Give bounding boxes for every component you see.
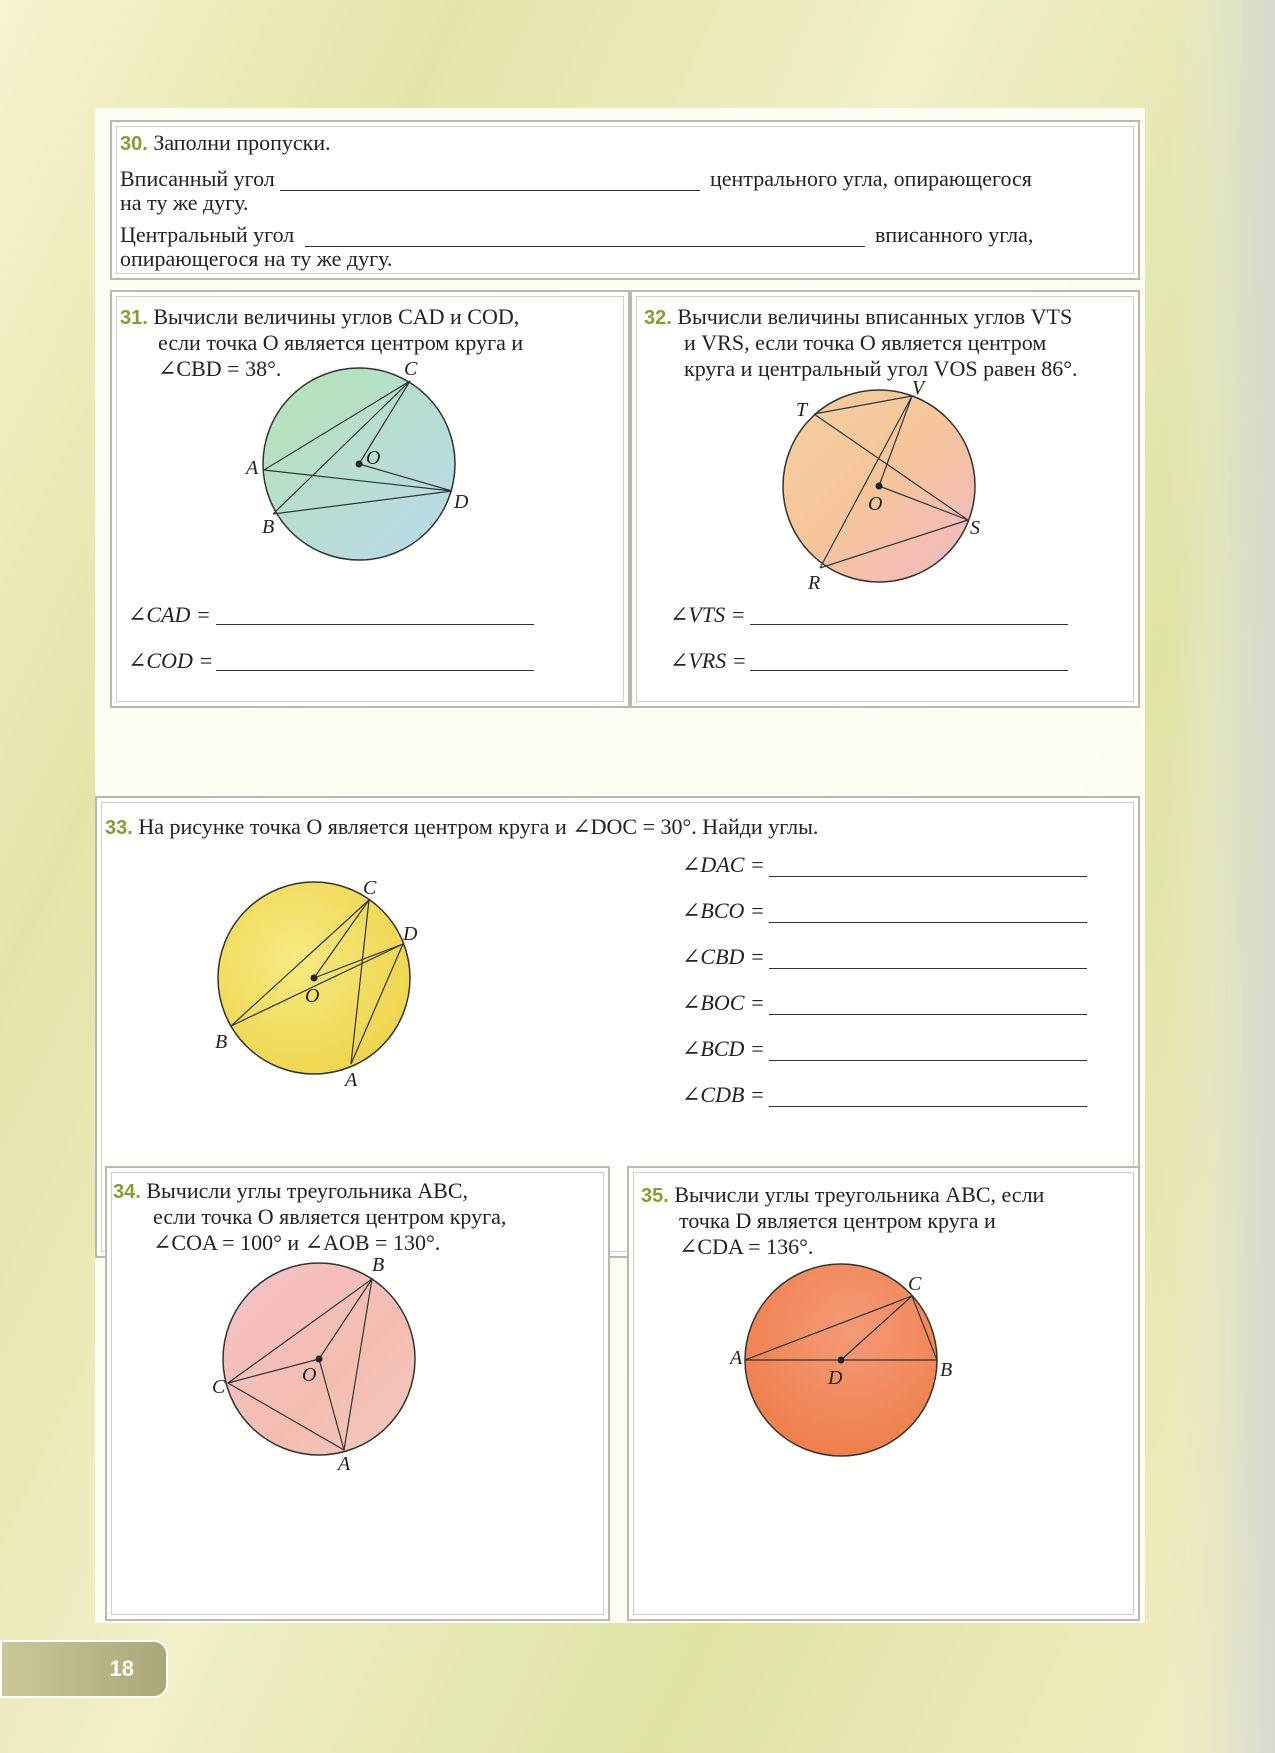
line1-end-text: центрального угла, опирающегося [710,166,1032,191]
center-point [876,483,883,490]
answer-line-bco[interactable] [769,922,1087,923]
point-label-c: C [212,1376,226,1398]
point-label-o: O [305,985,320,1007]
point-label-d: D [828,1367,843,1389]
center-point [838,1357,845,1364]
circle-diagram-33 [207,868,467,1091]
point-label-b: B [262,516,275,538]
point-label-o: O [302,1364,317,1386]
page-number-tab [0,1640,168,1698]
answer-line-dac[interactable] [769,876,1087,877]
circle-diagram-32 [782,377,1032,594]
circle-diagram-34 [212,1253,452,1473]
task-35-text-3: ∠CDA = 136°. [679,1234,814,1259]
task-30-box [110,120,1140,280]
answer-line-cod[interactable] [216,670,534,671]
line1-cont-text: на ту же дугу. [120,190,249,215]
line2-end-text: вписанного угла, [875,222,1034,247]
task-32-text-1: 32. Вычисли величины вписанных углов VTS [644,304,1073,329]
answer-line-cdb[interactable] [769,1106,1087,1107]
point-label-s: S [970,517,980,539]
central-angle-label: Центральный угол [120,222,295,247]
task-34-text-1: 34. Вычисли углы треугольника ABC, [113,1178,468,1203]
answer-label-vrs: ∠VRS = [670,648,747,673]
task-35-text-2: точка D является центром круга и [679,1208,996,1233]
task-32-text-2: и VRS, если точка O является центром [684,330,1047,355]
point-label-a: A [730,1347,743,1369]
answer-line-vrs[interactable] [750,670,1068,671]
answer-label-cbd: ∠CBD = [682,944,765,969]
task-34-text-3: ∠COA = 100° и ∠AOB = 130°. [153,1230,441,1255]
point-label-b: B [372,1254,385,1276]
task-31-box [110,290,630,708]
page-number: 18 [109,1656,134,1681]
task-number: 30. [120,133,148,155]
blank-line-1[interactable] [280,190,700,191]
center-point [316,1356,323,1363]
task-32-box [630,290,1140,708]
answer-label-dac: ∠DAC = [682,852,765,877]
answer-line-cad[interactable] [216,624,534,625]
task-31-text-2: если точка O является центром круга и [158,330,524,355]
answer-label-cad: ∠CAD = [128,602,211,627]
point-label-a: A [338,1453,351,1475]
page-edge-shadow [1165,0,1275,1753]
point-label-b: B [940,1359,953,1381]
task-34-text-2: если точка O является центром круга, [153,1204,507,1229]
task-35-text-1: 35. Вычисли углы треугольника ABC, если [641,1182,1045,1207]
point-label-r: R [808,572,821,594]
task-31-text-3: ∠CBD = 38°. [158,356,282,381]
task-title: Заполни пропуски. [153,130,331,155]
answer-line-vts[interactable] [750,624,1068,625]
point-label-d: D [403,923,418,945]
point-label-c: C [908,1273,922,1295]
point-label-b: B [215,1031,228,1053]
point-label-o: O [366,447,381,469]
point-label-o: O [868,493,883,515]
point-label-d: D [454,491,469,513]
answer-label-vts: ∠VTS = [670,602,746,627]
task-35-box [627,1166,1140,1621]
task-32-text-3: круга и центральный угол VOS равен 86°. [684,356,1078,381]
task-31-text-1: 31. Вычисли величины углов CAD и COD, [120,304,520,329]
center-point [311,975,318,982]
point-label-t: T [796,399,808,421]
answer-line-boc[interactable] [769,1014,1087,1015]
task-33-text: 33. На рисунке точка O является центром круга и ∠DOC = 30°. Найди углы. [105,814,819,839]
task-34-box [105,1166,610,1621]
center-point [356,461,363,468]
point-label-a: A [246,457,259,479]
answer-label-cdb: ∠CDB = [682,1082,765,1107]
point-label-v: V [912,377,925,399]
circle-diagram-35 [730,1258,994,1468]
circle-diagram-31 [242,358,482,567]
point-label-a: A [345,1069,358,1091]
answer-line-cbd[interactable] [769,968,1087,969]
answer-label-bcd: ∠BCD = [682,1036,765,1061]
point-label-c: C [404,358,418,380]
answer-label-boc: ∠BOC = [682,990,765,1015]
task-30-heading [120,130,331,157]
worksheet [95,108,1145,1623]
inscribed-angle-label: Вписанный угол [120,166,275,191]
answer-label-bco: ∠BCO = [682,898,765,923]
line2-cont-text: опирающегося на ту же дугу. [120,246,393,271]
answer-label-cod: ∠COD = [128,648,214,673]
point-label-c: C [363,877,377,899]
answer-line-bcd[interactable] [769,1060,1087,1061]
